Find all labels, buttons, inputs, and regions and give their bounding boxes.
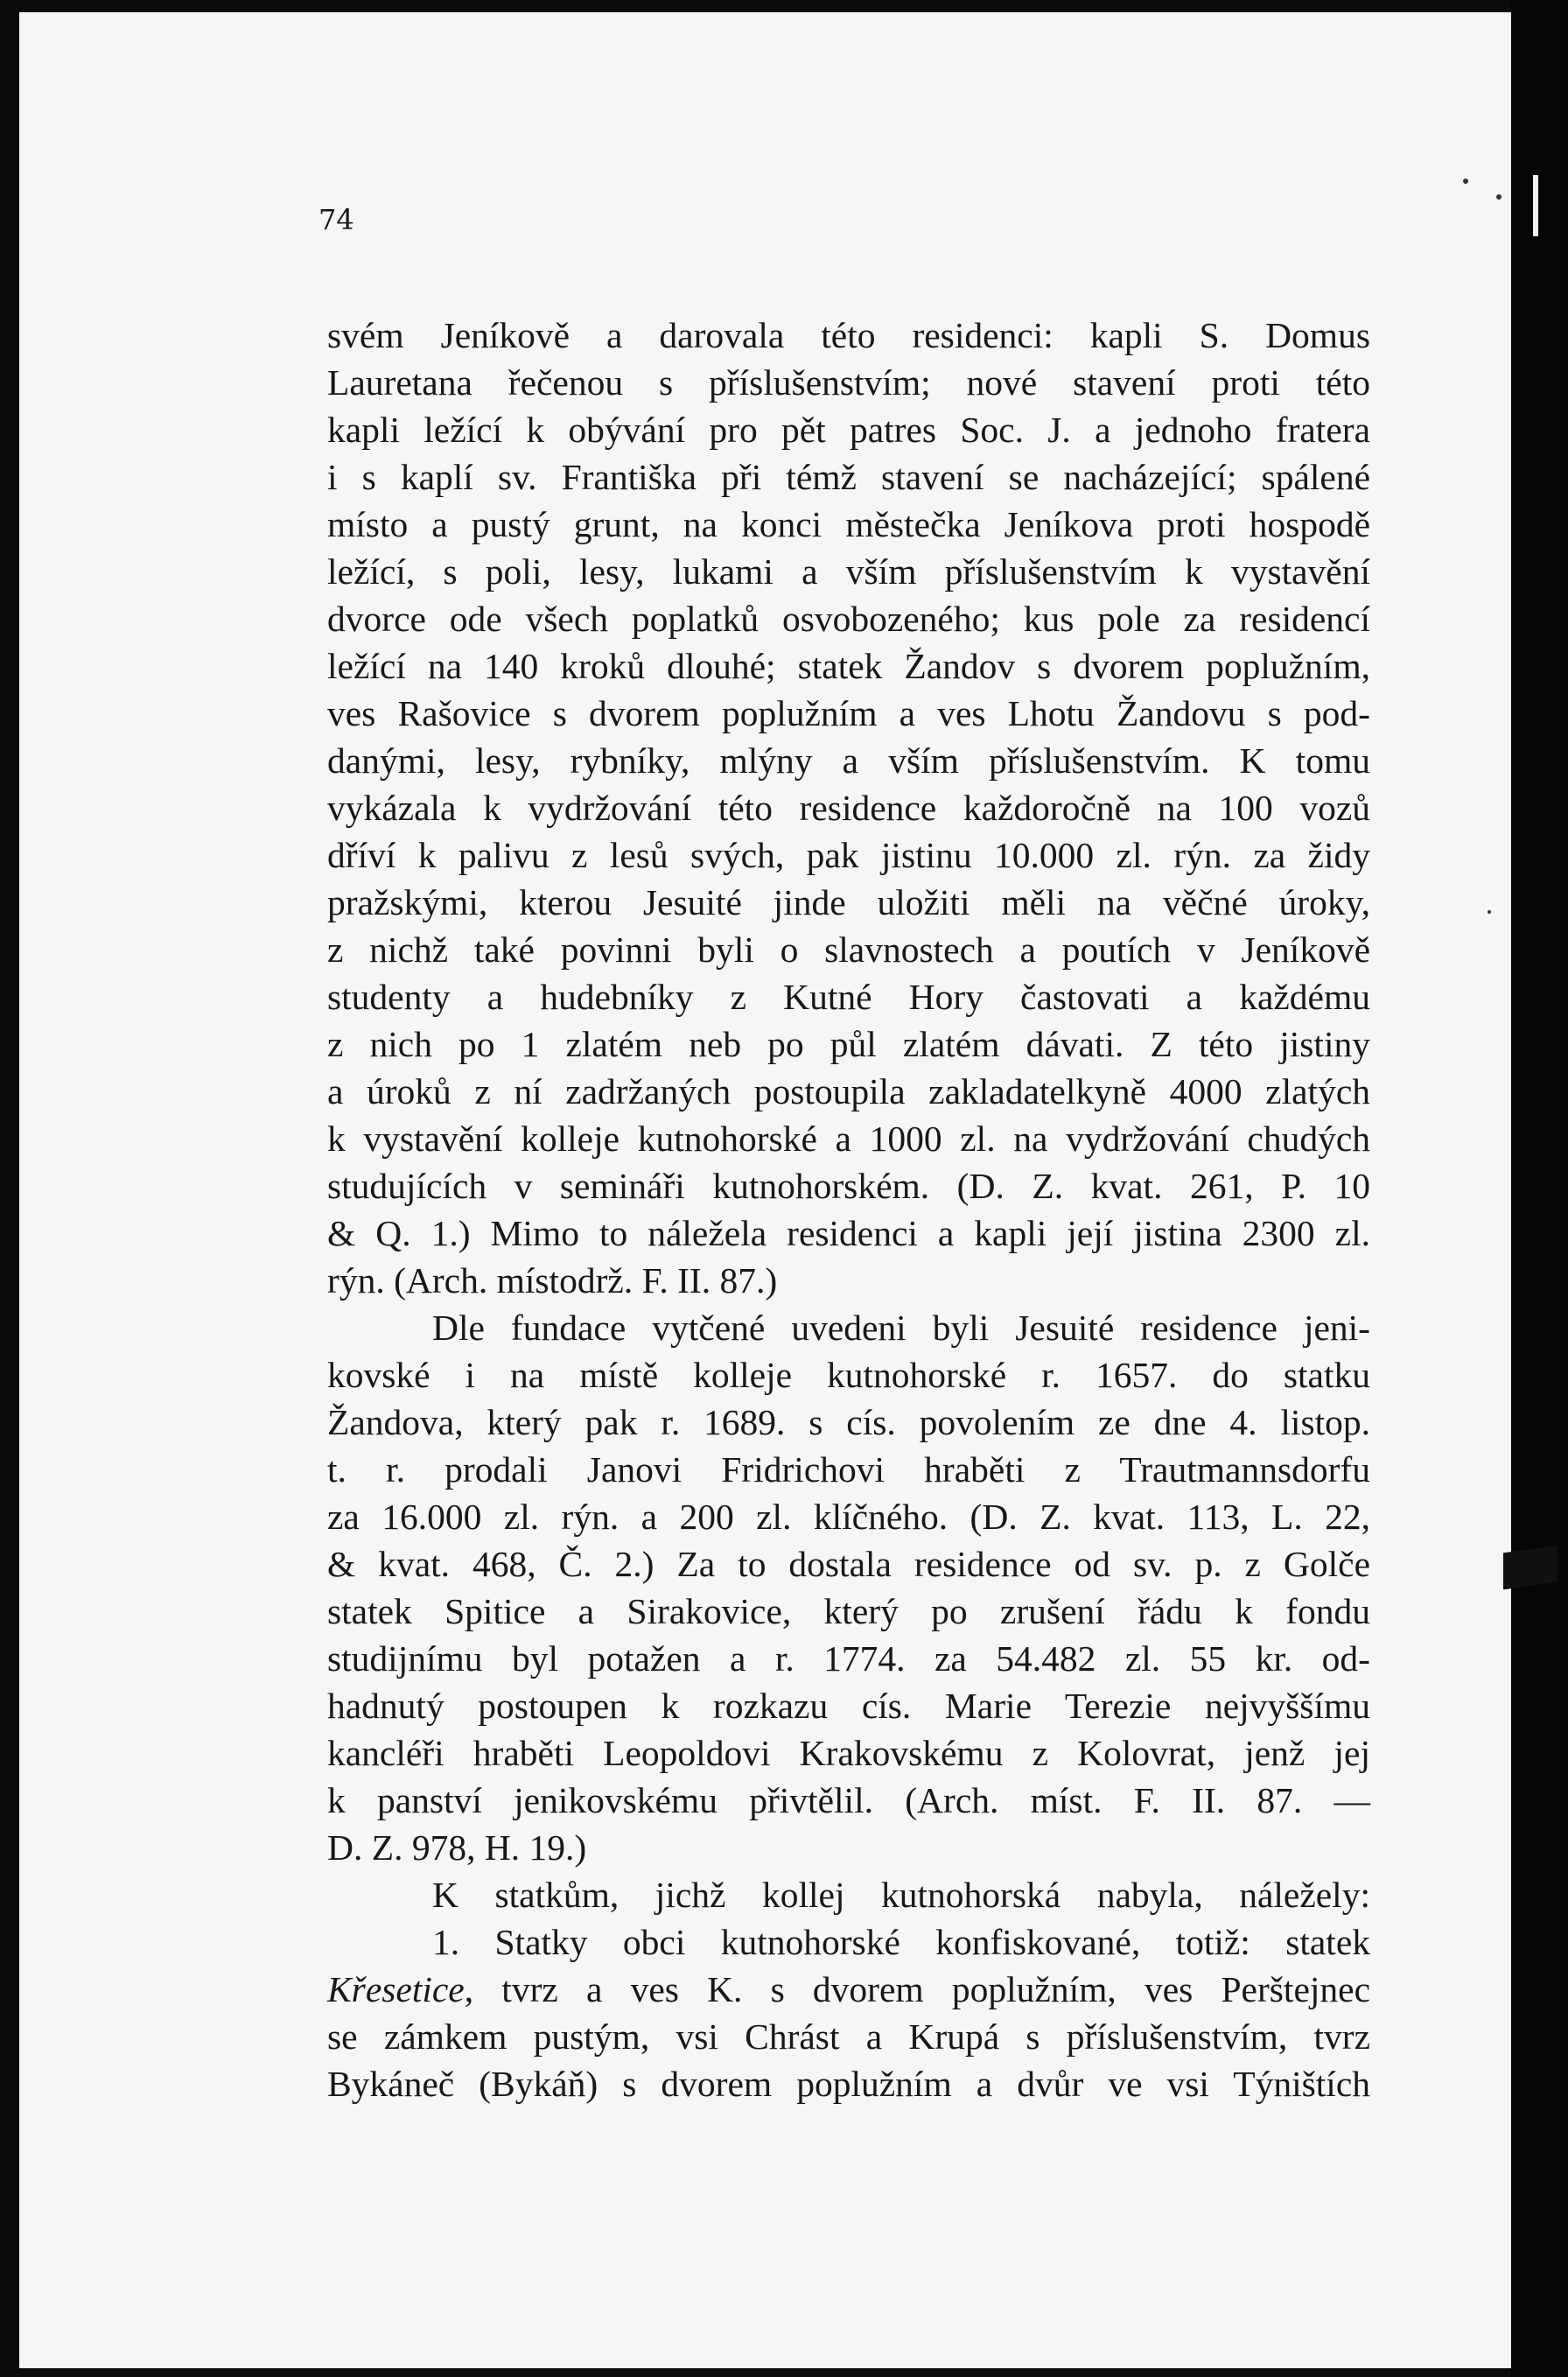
- scan-speck: [1496, 194, 1502, 200]
- text-line: kapli ležící k obývání pro pět patres Soc. J. a jednoho fratera: [327, 410, 1370, 450]
- text-line: dříví k palivu z lesů svých, pak jistinu 10.000 zl. rýn. za židy: [327, 835, 1370, 875]
- text-line: z nich po 1 zlatém neb po půl zlatém dávati. Z této jistiny: [327, 1024, 1370, 1064]
- body-text: [327, 312, 1370, 2107]
- text-line: pražskými, kterou Jesuité jinde uložiti měli na věčné úroky,: [327, 882, 1370, 922]
- place-name-italic: Křesetice: [327, 1969, 465, 2009]
- scan-edge-blot: [1503, 1546, 1558, 1590]
- text-line: D. Z. 978, H. 19.): [327, 1827, 587, 1868]
- text-line: a úroků z ní zadržaných postoupila zakladatelkyně 4000 zlatých: [327, 1071, 1370, 1111]
- text-line: ves Rašovice s dvorem poplužním a ves Lhotu Žandovu s pod-: [327, 693, 1370, 733]
- page-number: 74: [318, 203, 354, 236]
- text-line: hadnutý postoupen k rozkazu cís. Marie Terezie nejvyššímu: [327, 1686, 1370, 1726]
- scan-speck: [1463, 179, 1468, 184]
- text-line: se zámkem pustým, vsi Chrást a Krupá s příslušenstvím, tvrz: [327, 2016, 1370, 2057]
- text-line: místo a pustý grunt, na konci městečka Jeníkova proti hospodě: [327, 504, 1370, 544]
- text-line: K statkům, jichž kollej kutnohorská nabyla, náležely:: [432, 1875, 1370, 1915]
- text-line: statek Spitice a Sirakovice, který po zrušení řádu k fondu: [327, 1591, 1370, 1631]
- text-line: k panství jenikovskému přivtělil. (Arch. míst. F. II. 87. —: [327, 1780, 1370, 1820]
- text-line: [327, 1966, 1370, 2013]
- text-line: kancléři hraběti Leopoldovi Krakovskému z Kolovrat, jenž jej: [327, 1733, 1370, 1773]
- text-line: studijnímu byl potažen a r. 1774. za 54.482 zl. 55 kr. od-: [327, 1638, 1370, 1679]
- text-line: ležící, s poli, lesy, lukami a vším příslušenstvím k vystavění: [327, 551, 1370, 592]
- scan-speck: [1488, 910, 1491, 914]
- text-line: t. r. prodali Janovi Fridrichovi hraběti z Trautmannsdorfu: [327, 1449, 1370, 1490]
- text-line: svém Jeníkově a darovala této residenci: kapli S. Domus: [327, 315, 1370, 355]
- text-line: studenty a hudebníky z Kutné Hory častovati a každému: [327, 977, 1370, 1017]
- text-line: 1. Statky obci kutnohorské konfiskované, totiž: statek: [432, 1922, 1370, 1962]
- text-line: Lauretana řečenou s příslušenstvím; nové stavení proti této: [327, 362, 1370, 403]
- text-line: Dle fundace vytčené uvedeni byli Jesuité residence jeni-: [432, 1308, 1370, 1348]
- text-line: kovské i na místě kolleje kutnohorské r. 1657. do statku: [327, 1355, 1370, 1395]
- text-line: & Q. 1.) Mimo to náležela residenci a kapli její jistina 2300 zl.: [327, 1213, 1370, 1253]
- scan-edge-mark: [1533, 175, 1538, 236]
- text-line: Bykáneč (Bykáň) s dvorem poplužním a dvůr ve vsi Týništích: [327, 2064, 1370, 2104]
- text-line: studujících v semináři kutnohorském. (D. Z. kvat. 261, P. 10: [327, 1166, 1370, 1206]
- text-line: i s kaplí sv. Františka při témž stavení se nacházející; spálené: [327, 457, 1370, 497]
- text-line: & kvat. 468, Č. 2.) Za to dostala residence od sv. p. z Golče: [327, 1544, 1370, 1584]
- text-line: k vystavění kolleje kutnohorské a 1000 zl. na vydržování chudých: [327, 1118, 1370, 1159]
- text-line: vykázala k vydržování této residence každoročně na 100 vozů: [327, 788, 1370, 828]
- text-line: Žandova, který pak r. 1689. s cís. povolením ze dne 4. listop.: [327, 1402, 1370, 1442]
- text-line: ležící na 140 kroků dlouhé; statek Žandov s dvorem poplužním,: [327, 646, 1370, 686]
- scan-edge: [1511, 0, 1568, 2377]
- text-line: z nichž také povinni byli o slavnostech a poutích v Jeníkově: [327, 929, 1370, 970]
- text-line: dvorce ode všech poplatků osvobozeného; kus pole za residencí: [327, 599, 1370, 639]
- text-line-rest: , tvrz a ves K. s dvorem poplužním, ves Perštejnec: [464, 1969, 1370, 2009]
- text-line: rýn. (Arch. místodrž. F. II. 87.): [327, 1260, 778, 1301]
- text-line: danými, lesy, rybníky, mlýny a vším příslušenstvím. K tomu: [327, 740, 1370, 781]
- text-line: za 16.000 zl. rýn. a 200 zl. klíčného. (D. Z. kvat. 113, L. 22,: [327, 1497, 1370, 1537]
